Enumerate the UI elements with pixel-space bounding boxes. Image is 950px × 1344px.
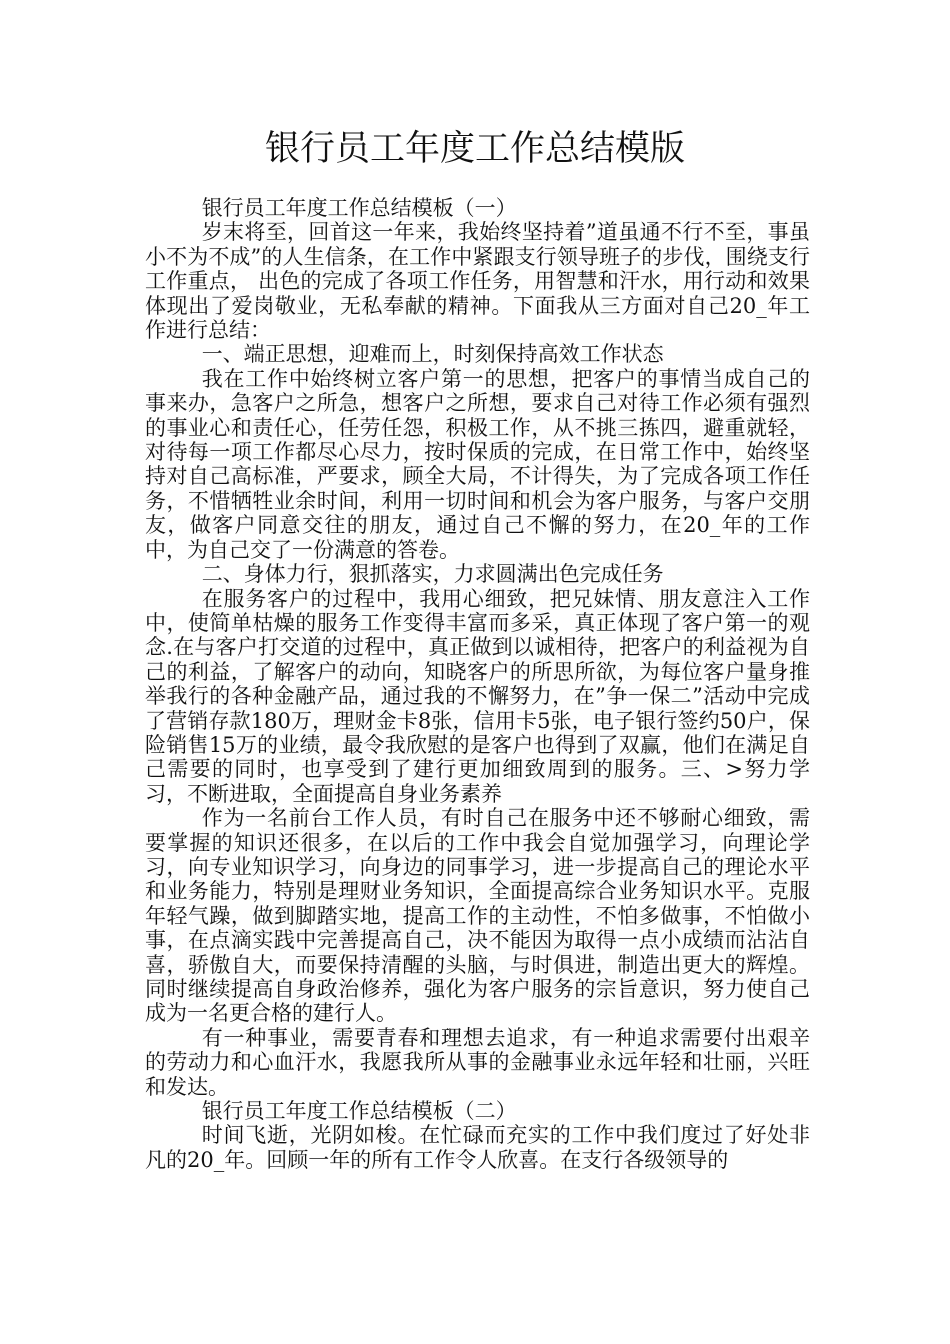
paragraph-subtitle-1: 银行员工年度工作总结模板（一）: [201, 196, 517, 220]
paragraph-section-1: 我在工作中始终树立客户第一的思想，把客户的事情当成自己的事来办，急客户之所急，想客户之所想，要求自己对待工作必须有强烈的事业心和责任心，任劳任怨，积极工作，从不挑三拣四，避重就轻，对待每一项工作都尽心尽力，按时保质的完成，在日常工作中，始终坚持对自己高标准，严要求，顾全大局，不计得失，为了完成各项工作任务，不惜牺牲业余时间，利用一切时间和机会为客户服务，与客户交朋友，做客户同意交往的朋友，通过自己不懈的努力，在20_年的工作中，为自己交了一份满意的答卷。: [145, 366, 810, 562]
document-title: 银行员工年度工作总结模版: [264, 129, 685, 169]
paragraph-section-3: 作为一名前台工作人员，有时自己在服务中还不够耐心细致，需要掌握的知识还很多，在以后的工作中我会自觉加强学习，向理论学习，向专业知识学习，向身边的同事学习，进一步提高自己的理论水平和业务能力，特别是理财业务知识，全面提高综合业务知识水平。克服年轻气躁，做到脚踏实地，提高工作的主动性，不怕多做事，不怕做小事，在点滴实践中完善提高自己，决不能因为取得一点小成绩而沾沾自喜，骄傲自大，而要保持清醒的头脑，与时俱进，制造出更大的辉煌。同时继续提高自身政治修养，强化为客户服务的宗旨意识，努力使自己成为一名更合格的建行人。: [145, 806, 810, 1026]
document-body: [145, 196, 810, 1172]
paragraph-closing: 有一种事业，需要青春和理想去追求，有一种追求需要付出艰辛的劳动力和心血汗水，我愿我所从事的金融事业永远年轻和壮丽，兴旺和发达。: [145, 1025, 810, 1099]
paragraph-section-2: 在服务客户的过程中，我用心细致，把兄妹情、朋友意注入工作中，使简单枯燥的服务工作变得丰富而多采，真正体现了客户第一的观念.在与客户打交道的过程中，真正做到以诚相待，把客户的利益视为自己的利益，了解客户的动向，知晓客户的所思所欲，为每位客户量身推举我行的各种金融产品，通过我的不懈努力，在”争一保二”活动中完成了营销存款180万，理财金卡8张，信用卡5张，电子银行签约50户，保险销售15万的业绩，最令我欣慰的是客户也得到了双赢，他们在满足自己需要的同时，也享受到了建行更加细致周到的服务。三、>努力学习，不断进取，全面提高自身业务素养: [145, 586, 810, 806]
paragraph-intro: 岁末将至，回首这一年来，我始终坚持着”道虽通不行不至，事虽小不为不成”的人生信条，在工作中紧跟支行领导班子的步伐，围绕支行工作重点， 出色的完成了各项工作任务，用智慧和汗水，用行动和效果体现出了爱岗敬业，无私奉献的精神。下面我从三方面对自己20_年工作进行总结：: [145, 220, 810, 343]
paragraph-subtitle-2: 银行员工年度工作总结模板（二）: [201, 1099, 517, 1124]
section-heading-1: 一、端正思想，迎难而上，时刻保持高效工作状态: [201, 342, 664, 367]
paragraph-second-intro: 时间飞逝，光阴如梭。在忙碌而充实的工作中我们度过了好处非凡的20_年。回顾一年的所有工作令人欣喜。在支行各级领导的: [145, 1123, 810, 1172]
section-heading-2: 二、身体力行，狠抓落实，力求圆满出色完成任务: [201, 562, 664, 587]
